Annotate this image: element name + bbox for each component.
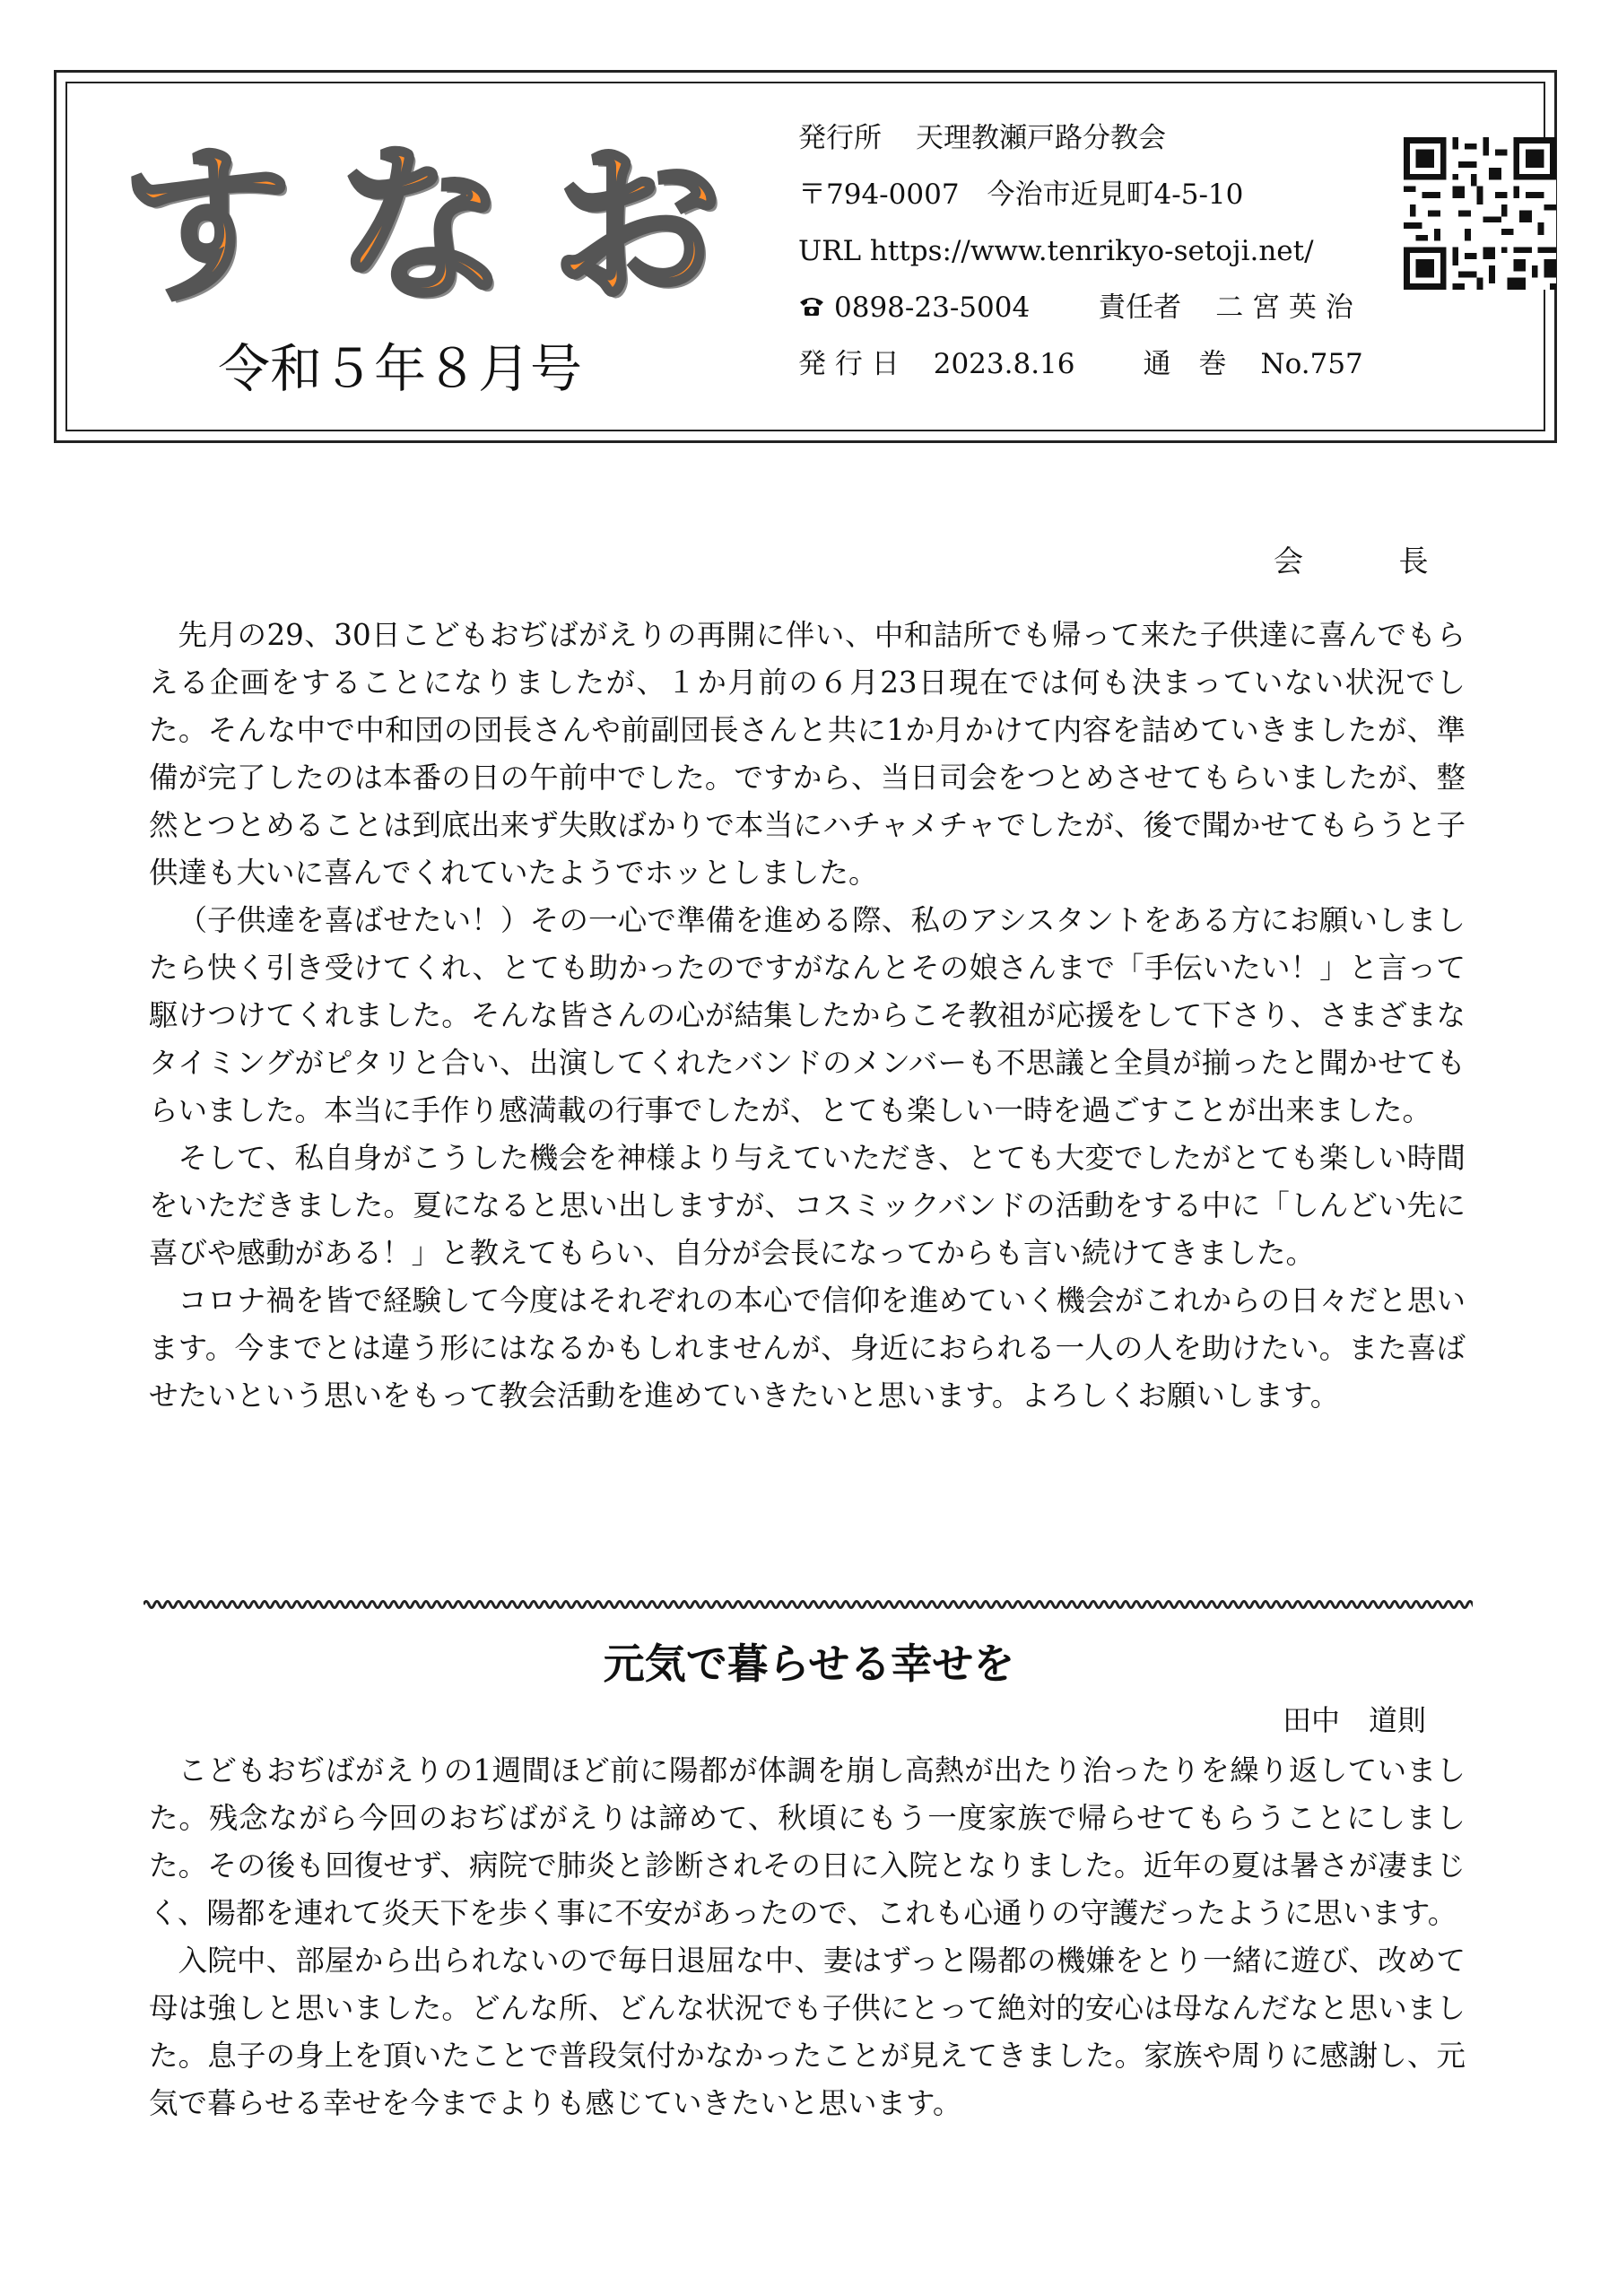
publisher-line	[798, 110, 1390, 167]
phone-line	[798, 280, 1390, 336]
wavy-divider	[144, 1596, 1473, 1613]
newsletter-title: すなお	[121, 127, 768, 326]
article2-author: 田中 道則	[1283, 1703, 1427, 1737]
publisher-info	[798, 110, 1390, 393]
issue-date: 2023.8.16	[933, 348, 1075, 380]
article1-paragraph: コロナ禍を皆で経験して今度はそれぞれの本心で信仰を進めていく機会がこれからの日々だと思います。今までとは違う形にはなるかもしれませんが、身近におられる一人の人を助けたい。また喜ばせたいという思いをもって教会活動を進めていきたいと思います。よろしくお願いします。	[149, 1283, 1466, 1413]
volume-number: No.757	[1260, 348, 1363, 380]
publisher-label: 発行所	[798, 122, 882, 154]
article1-paragraph: そして、私自身がこうした機会を神様より与えていただき、とても大変でしたがとても楽しい時間をいただきました。夏になると思い出しますが、コスミックバンドの活動をする中に「しんどい先に喜びや感動がある！」と教えてもらい、自分が会長になってからも言い続けてきました。	[149, 1141, 1466, 1270]
article2-paragraph: こどもおぢばがえりの1週間ほど前に陽都が体調を崩し高熱が出たり治ったりを繰り返していました。残念ながら今回のおぢばがえりは諦めて、秋頃にもう一度家族で帰らせてもらうことにしました。その後も回復せず、病院で肺炎と診断されその日に入院となりました。近年の夏は暑さが凄まじく、陽都を連れて炎天下を歩く事に不安があったので、これも心通りの守護だったように思います。	[149, 1753, 1466, 1930]
masthead	[54, 70, 1557, 443]
article1-body	[149, 612, 1466, 1420]
volume-label: 通 巻	[1143, 348, 1227, 380]
issue-label: 令和５年８月号	[218, 338, 583, 399]
phone-number: 0898-23-5004	[834, 291, 1031, 324]
qr-code-icon[interactable]	[1404, 137, 1556, 290]
phone-icon	[798, 280, 834, 336]
responsible-name: 二 宮 英 治	[1215, 291, 1353, 324]
publisher-name: 天理教瀬戸路分教会	[916, 122, 1166, 154]
masthead-inner-border	[65, 82, 1545, 431]
article1-paragraph: 先月の29、30日こどもおぢばがえりの再開に伴い、中和詰所でも帰って来た子供達に喜んでもらえる企画をすることになりましたが、１か月前の６月23日現在では何も決まっていない状況でした。そんな中で中和団の団長さんや前副団長さんと共に1か月かけて内容を詰めていきましたが、準備が完了したのは本番の日の午前中でした。ですから、当日司会をつとめさせてもらいましたが、整然とつとめることは到底出来ず失敗ばかりで本当にハチャメチャでしたが、後で聞かせてもらうと子供達も大いに喜んでくれていたようでホッとしました。	[149, 618, 1466, 890]
article1-paragraph: （子供達を喜ばせたい！）その一心で準備を進める際、私のアシスタントをある方にお願いしましたら快く引き受けてくれ、とても助かったのですがなんとその娘さんまで「手伝いたい！」と言って駆けつけてくれました。そんな皆さんの心が結集したからこそ教祖が応援をして下さり、さまざまなタイミングがピタリと合い、出演してくれたバンドのメンバーも不思議と全員が揃ったと聞かせてもらいました。本当に手作り感満載の行事でしたが、とても楽しい一時を過ごすことが出来ました。	[149, 903, 1466, 1127]
article2-title: 元気で暮らせる幸せを	[603, 1639, 1015, 1688]
issue-date-label: 発 行 日	[798, 348, 900, 380]
article2-body	[149, 1747, 1466, 2127]
article1-author: 会 長	[1274, 544, 1472, 578]
url-line[interactable]: URL https://www.tenrikyo-setoji.net/	[798, 235, 1314, 267]
responsible-label: 責任者	[1098, 291, 1182, 324]
issue-date-line	[798, 336, 1390, 393]
address-line: 〒794-0007 今治市近見町4-5-10	[798, 178, 1244, 211]
article2-paragraph: 入院中、部屋から出られないので毎日退屈な中、妻はずっと陽都の機嫌をとり一緒に遊び、改めて母は強しと思いました。どんな所、どんな状況でも子供にとって絶対的安心は母なんだなと思いました。息子の身上を頂いたことで普段気付かなかったことが見えてきました。家族や周りに感謝し、元気で暮らせる幸せを今までよりも感じていきたいと思います。	[149, 1944, 1466, 2120]
